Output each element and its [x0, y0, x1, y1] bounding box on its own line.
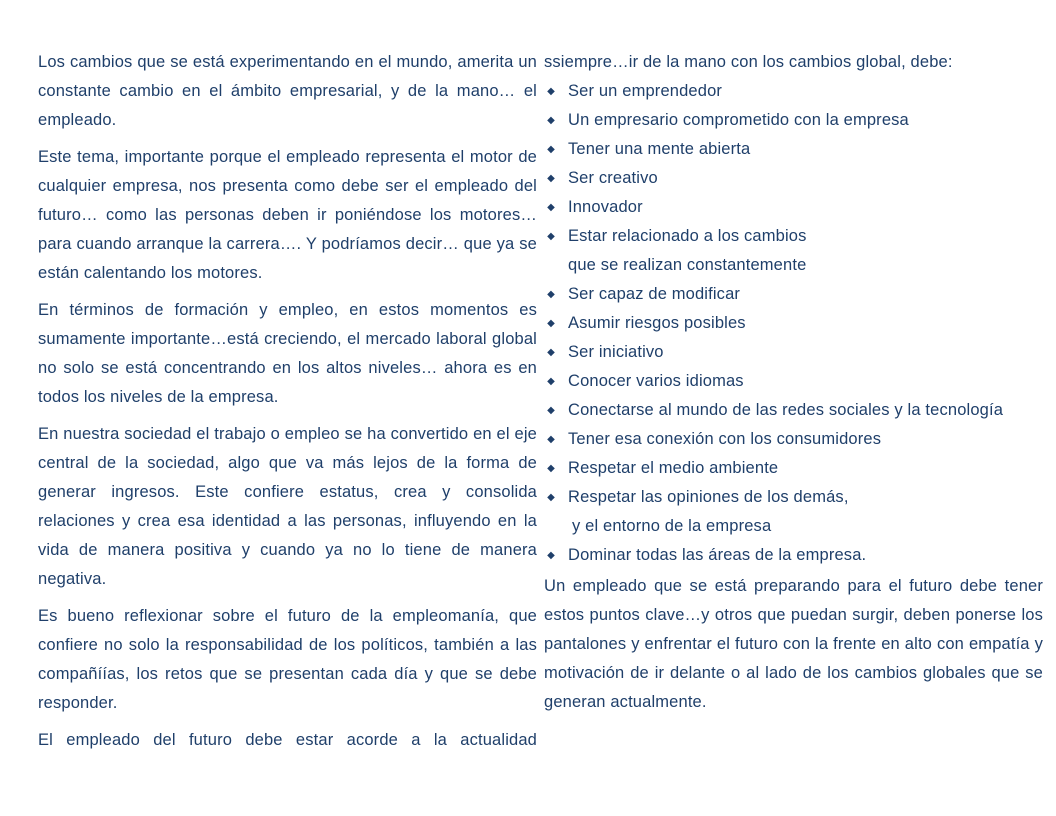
list-item: ◆ Tener una mente abierta	[544, 135, 1043, 164]
diamond-bullet-icon: ◆	[547, 115, 555, 126]
right-column	[544, 48, 1043, 717]
paragraph-4: En nuestra sociedad el trabajo o empleo se ha convertido en el eje central de la sociedad, algo que va más lejos de la forma de generar ingresos. Este confiere estatus, crea y consolida relaciones y crea esa identidad a las personas, influyendo en la vida de manera positiva y cuando ya no lo tiene de manera negativa.	[38, 425, 537, 588]
diamond-bullet-icon: ◆	[547, 231, 555, 242]
list-item: ◆ Respetar las opiniones de los demás, y el entorno de la empresa	[544, 483, 1043, 541]
list-item: ◆ Innovador	[544, 193, 1043, 222]
paragraph-1: Los cambios que se está experimentando en el mundo, amerita un constante cambio en el ámbito empresarial, y de la mano… el empleado.	[38, 53, 537, 129]
list-item: ◆ Asumir riesgos posibles	[544, 309, 1043, 338]
list-item: ◆ Ser iniciativo	[544, 338, 1043, 367]
list-item: ◆ Conectarse al mundo de las redes sociales y la tecnología	[544, 396, 1043, 425]
diamond-bullet-icon: ◆	[547, 550, 555, 561]
diamond-bullet-icon: ◆	[547, 318, 555, 329]
list-item-continuation: y el entorno de la empresa	[572, 517, 772, 535]
diamond-bullet-icon: ◆	[547, 86, 555, 97]
qualities-list	[544, 77, 1043, 570]
diamond-bullet-icon: ◆	[547, 289, 555, 300]
list-item: ◆ Respetar el medio ambiente	[544, 454, 1043, 483]
diamond-bullet-icon: ◆	[547, 405, 555, 416]
diamond-bullet-icon: ◆	[547, 434, 555, 445]
paragraph-2: Este tema, importante porque el empleado representa el motor de cualquier empresa, nos presenta como debe ser el empleado del futuro… como las personas deben ir poniéndose los motores…para cuando arranque la carrera…. Y podríamos decir… que ya se están calentando los motores.	[38, 148, 537, 282]
list-intro: ssiempre…ir de la mano con los cambios global, debe:	[544, 53, 953, 71]
diamond-bullet-icon: ◆	[547, 144, 555, 155]
diamond-bullet-icon: ◆	[547, 173, 555, 184]
paragraph-3: En términos de formación y empleo, en estos momentos es sumamente importante…está creciendo, el mercado laboral global no solo se está concentrando en los altos niveles… ahora es en todos los niveles de la empresa.	[38, 301, 537, 406]
list-item: ◆ Ser capaz de modificar	[544, 280, 1043, 309]
list-item: ◆ Un empresario comprometido con la empresa	[544, 106, 1043, 135]
list-item: ◆ Conocer varios idiomas	[544, 367, 1043, 396]
paragraph-6: El empleado del futuro debe estar acorde a la actualidad	[38, 731, 537, 749]
diamond-bullet-icon: ◆	[547, 492, 555, 503]
diamond-bullet-icon: ◆	[547, 202, 555, 213]
list-item: ◆ Dominar todas las áreas de la empresa.	[544, 541, 1043, 570]
list-item: ◆ Estar relacionado a los cambios que se realizan constantemente	[544, 222, 1043, 280]
list-item-continuation: que se realizan constantemente	[568, 256, 807, 274]
list-item: ◆ Ser creativo	[544, 164, 1043, 193]
list-item: ◆ Tener esa conexión con los consumidores	[544, 425, 1043, 454]
left-column	[38, 48, 537, 763]
diamond-bullet-icon: ◆	[547, 347, 555, 358]
list-item: ◆ Ser un emprendedor	[544, 77, 1043, 106]
diamond-bullet-icon: ◆	[547, 463, 555, 474]
paragraph-5: Es bueno reflexionar sobre el futuro de la empleomanía, que confiere no solo la responsabilidad de los políticos, también a las compañíías, los retos que se presentan cada día y que se debe responder.	[38, 607, 537, 712]
conclusion-paragraph: Un empleado que se está preparando para el futuro debe tener estos puntos clave…y otros que puedan surgir, deben ponerse los pantalones y enfrentar el futuro con la frente en alto con empatía y motivación de ir delante o al lado de los cambios globales que se generan actualmente.	[544, 577, 1043, 711]
diamond-bullet-icon: ◆	[547, 376, 555, 387]
